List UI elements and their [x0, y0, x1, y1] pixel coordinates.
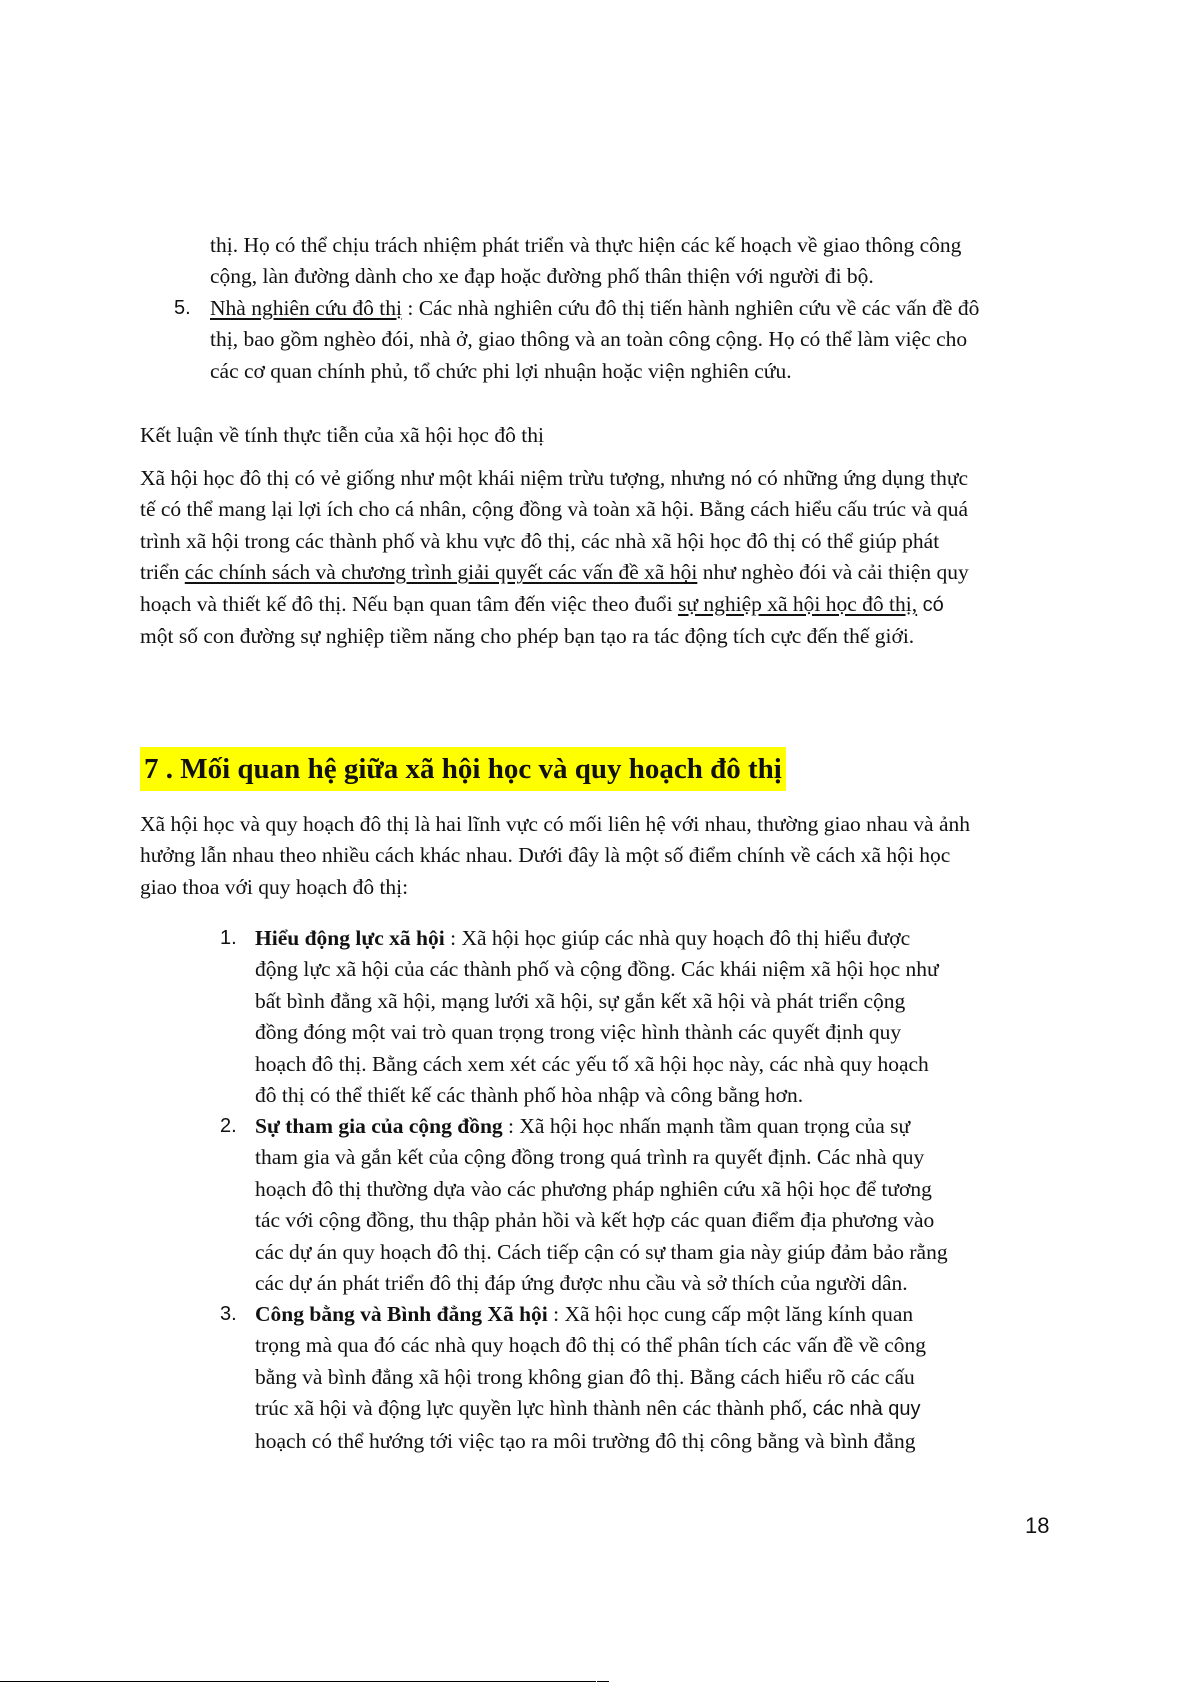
list-number: 2.: [220, 1115, 237, 1137]
text-line: [140, 557, 969, 588]
text-span: triển: [140, 560, 185, 585]
text-span: có: [917, 593, 944, 616]
text-line: trình xã hội trong các thành phố và khu vực đô thị, các nhà xã hội học đô thị có thể giúp phát: [140, 528, 940, 553]
text-span: : Xã hội học giúp các nhà quy hoạch đô thị hiểu được: [444, 926, 911, 950]
text-line: [255, 1111, 948, 1142]
text-line: thị, bao gồm nghèo đói, nhà ở, giao thông và an toàn công cộng. Họ có thể làm việc cho: [210, 327, 968, 352]
text-line: bằng và bình đẳng xã hội trong không gian đô thị. Bằng cách hiểu rõ các cấu: [255, 1364, 915, 1389]
text-line: giao thoa với quy hoạch đô thị:: [140, 874, 409, 899]
conclusion-paragraph: [140, 463, 969, 652]
page-divider: [597, 1681, 609, 1682]
text-span: như nghèo đói và cải thiện quy: [697, 560, 969, 585]
list-number: 3.: [220, 1303, 237, 1325]
text-line: [255, 923, 939, 954]
text-line: [140, 589, 969, 621]
text-line: Kết luận về tính thực tiễn của xã hội học đô thị: [140, 423, 544, 447]
text-line: [255, 1393, 926, 1425]
text-span: các nhà quy: [812, 1398, 921, 1421]
item-title: Công bằng và Bình đẳng Xã hội: [255, 1302, 548, 1326]
text-line: [255, 1299, 926, 1330]
section-heading: 7 . Mối quan hệ giữa xã hội học và quy hoạch đô thị: [140, 747, 786, 791]
text-line: đồng đóng một vai trò quan trọng trong việc hình thành các quyết định quy: [255, 1020, 902, 1045]
list-item-community-participation: [255, 1111, 948, 1299]
text-line: các dự án phát triển đô thị đáp ứng được nhu cầu và sở thích của người dân.: [255, 1271, 908, 1296]
link-urban-researcher[interactable]: Nhà nghiên cứu đô thị: [210, 296, 402, 320]
text-line: Xã hội học và quy hoạch đô thị là hai lĩnh vực có mối liên hệ với nhau, thường giao nhau và ảnh: [140, 812, 971, 836]
link-urban-sociology-career[interactable]: sự nghiệp xã hội học đô thị,: [677, 591, 918, 616]
text-line: hưởng lẫn nhau theo nhiều cách khác nhau. Dưới đây là một số điểm chính về cách xã hội học: [140, 843, 951, 868]
text-span: : Xã hội học cung cấp một lăng kính quan: [547, 1302, 914, 1326]
text-line: [210, 293, 979, 324]
text-line: một số con đường sự nghiệp tiềm năng cho phép bạn tạo ra tác động tích cực đến thế giới.: [140, 624, 915, 649]
list-number: 1.: [220, 927, 237, 949]
text-span: trúc xã hội và động lực quyền lực hình thành nên các thành phố,: [255, 1396, 813, 1421]
text-line: hoạch đô thị. Bằng cách xem xét các yếu tố xã hội học này, các nhà quy hoạch: [255, 1051, 929, 1076]
conclusion-title: [140, 420, 544, 451]
list-item-continuation: [210, 230, 961, 293]
page-number: 18: [1025, 1513, 1050, 1538]
text-line: động lực xã hội của các thành phố và cộng đồng. Các khái niệm xã hội học như: [255, 957, 939, 982]
section-intro: [140, 809, 970, 903]
text-line: tác với cộng đồng, thu thập phản hồi và kết hợp các quan điểm địa phương vào: [255, 1208, 935, 1233]
text-line: bất bình đẳng xã hội, mạng lưới xã hội, sự gắn kết xã hội và phát triển cộng: [255, 988, 906, 1013]
text-line: các cơ quan chính phủ, tổ chức phi lợi nhuận hoặc viện nghiên cứu.: [210, 358, 792, 383]
list-item-urban-researcher: [210, 293, 979, 387]
text-line: hoạch đô thị thường dựa vào các phương pháp nghiên cứu xã hội học để tương: [255, 1176, 932, 1201]
item-title: Sự tham gia của cộng đồng: [255, 1114, 503, 1138]
page-divider: [0, 1681, 596, 1682]
list-item-social-equity: [255, 1299, 926, 1457]
text-line: tế có thể mang lại lợi ích cho cá nhân, cộng đồng và toàn xã hội. Bằng cách hiểu cấu trúc và quá: [140, 497, 969, 522]
text-line: thị. Họ có thể chịu trách nhiệm phát triển và thực hiện các kế hoạch về giao thông công: [210, 233, 962, 257]
text-line: đô thị có thể thiết kế các thành phố hòa nhập và công bằng hơn.: [255, 1083, 804, 1108]
text-line: tham gia và gắn kết của cộng đồng trong quá trình ra quyết định. Các nhà quy: [255, 1145, 925, 1170]
text-span: : Xã hội học nhấn mạnh tầm quan trọng của sự: [502, 1114, 911, 1138]
list-number: 5.: [174, 297, 191, 319]
item-title: Hiểu động lực xã hội: [255, 926, 445, 950]
text-span: hoạch và thiết kế đô thị. Nếu bạn quan tâm đến việc theo đuổi: [140, 591, 678, 616]
text-line: hoạch có thể hướng tới việc tạo ra môi trường đô thị công bằng và bình đẳng: [255, 1428, 916, 1453]
link-policies-programs[interactable]: các chính sách và chương trình giải quyết các vấn đề xã hội: [184, 560, 698, 585]
text-line: trọng mà qua đó các nhà quy hoạch đô thị có thể phân tích các vấn đề về công: [255, 1333, 927, 1358]
text-span: : Các nhà nghiên cứu đô thị tiến hành nghiên cứu về các vấn đề đô: [401, 296, 980, 320]
text-line: các dự án quy hoạch đô thị. Cách tiếp cận có sự tham gia này giúp đảm bảo rằng: [255, 1239, 948, 1264]
list-item-social-dynamics: [255, 923, 939, 1111]
text-line: cộng, làn đường dành cho xe đạp hoặc đường phố thân thiện với người đi bộ.: [210, 264, 874, 289]
text-line: Xã hội học đô thị có vẻ giống như một khái niệm trừu tượng, nhưng nó có những ứng dụng thực: [140, 466, 969, 490]
